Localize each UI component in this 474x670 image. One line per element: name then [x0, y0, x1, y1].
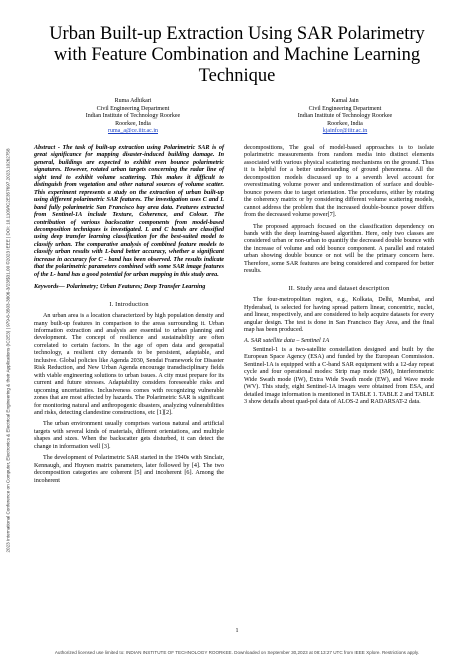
title-line: Urban Built-up Extraction Using SAR Polarimetry	[49, 24, 425, 44]
author-email-link[interactable]: ruma_a@ce.iitr.ac.in	[107, 128, 158, 135]
author-block	[38, 98, 228, 136]
author-dept: Civil Engineering Department	[96, 105, 170, 112]
author-dept: Civil Engineering Department	[308, 105, 382, 112]
right-column	[244, 145, 434, 411]
paragraph: The development of Polarimetric SAR started in the 1940s with Sinclair, Kennaugh, and Huynen matrix parameters, later followed by [4]. The two decomposition categories are coherent [5] and incoherent [6]. Among the incoherent	[34, 455, 224, 484]
author-block	[250, 98, 440, 136]
section-heading: I. Introduction	[109, 300, 149, 308]
author-institute: Indian Institute of Technology Roorkee	[85, 113, 181, 120]
author-name: Ruma Adhikari	[114, 98, 152, 104]
section-heading: II. Study area and dataset description	[288, 284, 390, 292]
paper-title	[20, 24, 454, 87]
keywords: Keywords— Polarimetry; Urban Features; Deep Transfer Learning	[34, 284, 206, 291]
author-name: Kamal Jain	[331, 98, 359, 104]
author-institute: Indian Institute of Technology Roorkee	[297, 113, 393, 120]
paragraph: The proposed approach focused on the classification dependency on bands with the deep learning-based algorithm. Here, only two classes are considered urban or non-urban to quantify the decreased double bounce with the increase of volume and odd bounce component. A parallel and rotated urban showing double bounce or not will be the primary concern here. Therefore, some SAR features are being considered and compared for better results.	[244, 223, 434, 275]
paragraph: decompositions, The goal of model-based approaches is to isolate polarimetric measurements from random media into distinct elements associated with various physical scattering mechanisms on the ground. Thus it is helpful for a better understanding of ground phenomena. All the decomposition models discussed up to a seventh level account for overestimating volume power and underestimation of surface and double-bounce powers due to target orientation. The procedures, either by rotating the coherency matrix or by considering different volume scattering models, cannot address the problem that the increased double-bounce power differs from the decreased volume power[7].	[244, 145, 434, 219]
author-email-link[interactable]: kjainfce@iitr.ac.in	[322, 128, 368, 135]
page-number: 1	[235, 628, 239, 634]
paragraph: The urban environment usually comprises various natural and artificial targets with several kinds of materials, different orientations, and multiple shapes and sizes. When the backscatter gets disturbed, it can detect the change in information well [3].	[34, 421, 224, 450]
paragraph: An urban area is a location characterized by high population density and many built-up features in comparison to the areas surrounding it. Urban information extraction and analysis are essential to urban planning and development. The concept of resilience and sustainability are often correlated to certain factors. In the age of open data and geospatial technology, a resilient city demands to be persistent, adaptable, and inclusive. Global policies like Agenda 2030, Sendai Framework for Disaster Risk Reduction, and New Urban Agenda encourage transdisciplinary fields with viable engineering solutions to urban issues. A city must prepare for its current and future stresses. Adaptability considers foreseeable risks and upcoming uncertainties. Inclusiveness comes with recognizing vulnerable zones that are most affected by hazards. The Polarimetric SAR is significant for monitoring natural and anthropogenic disasters, analyzing vulnerabilities and risks, detecting clandestine constructions, etc [1][2].	[34, 313, 224, 416]
side-note	[3, 95, 13, 605]
left-column	[34, 145, 224, 489]
author-city: Roorkee, India	[115, 120, 151, 127]
abstract-lead: Abstract -	[34, 145, 63, 151]
paragraph: The four-metropolitan region, e.g., Kolkata, Delhi, Mumbai, and Hyderabad, is selected for having spread pattern linear, concentric, nuclei, and linear, respectively, and are considered to help acquire datasets for every angular design. The test is done in San Francisco Bay Area, and the final map has been produced.	[244, 297, 434, 333]
title-line: with Feature Combination and Machine Learning	[53, 45, 421, 65]
author-city: Roorkee, India	[327, 120, 363, 127]
abstract-text: The task of built-up extraction using Polarimetric SAR is of great significance for mapping disaster-induced building damage. In general, buildings are expected to exhibit even bounce polarimetric signatures. However, rotated urban targets concerning the radar line of sight tend to exhibit volume scattering. This makes it difficult to distinguish from vegetation and other natural sources of volume scatter. This experiment represents a study on the extraction of urban built-up using different polarimetric SAR features. The investigation uses C and L band fully polarimetric San Francisco bay area data. Features extracted from Sentinel-1A include Texture, Coherence, and Colour. The contribution of various backscatter components from model-based decomposition techniques is investigated. L and C bands are classified using deep transfer learning classification for the best-suited model to classify urban. The comparative analysis of combined feature models to classify urban results with L-band better accuracy, whether a significant increase in accuracy for C - band has been observed. The results indicate that the polarimetric parameters combined with some SAR image features of the L- band has a good potential for urban mapping in this study area.	[34, 145, 224, 278]
side-note-text: 2023 International Conference on Computer, Electronics & Electrical Engineering & their Applications (IC2E3) | 979-8-3503-3806-3/23/$31.00 ©2023 IEEE | DOI: 10.1109/IC2E357697.2023.10262758	[5, 147, 11, 553]
title-line: Technique	[198, 66, 276, 86]
subsection-heading: A. SAR satellite data – Sentinel 1A	[244, 338, 330, 345]
paragraph: Sentinel-1 is a two-satellite constellation designed and built by the European Space Agency (ESA) and funded by the European Commission. Sentinel-1A is equipped with a C-band SAR equipment with a 12-day repeat cycle and four operational modes: Strip map mode (SM), Interferometric Wide Swath mode (IW), Extra Wide Swath mode (EW), and Wave mode (WV). This study, eight Sentinel-1A images were obtained from ESA, and detailed image information is mentioned in TABLE 1. TABLE 2 and TABLE 3 show details about quad-pol data of ALOS-2 and RADARSAT-2 data.	[244, 346, 434, 406]
download-footer: Authorized licensed use limited to: INDIAN INSTITUTE OF TECHNOLOGY ROORKEE. Downloaded on September 30,2023 at 08:13:27 UTC from IEEE Xplore. Restrictions apply.	[54, 650, 420, 655]
abstract	[34, 145, 224, 279]
